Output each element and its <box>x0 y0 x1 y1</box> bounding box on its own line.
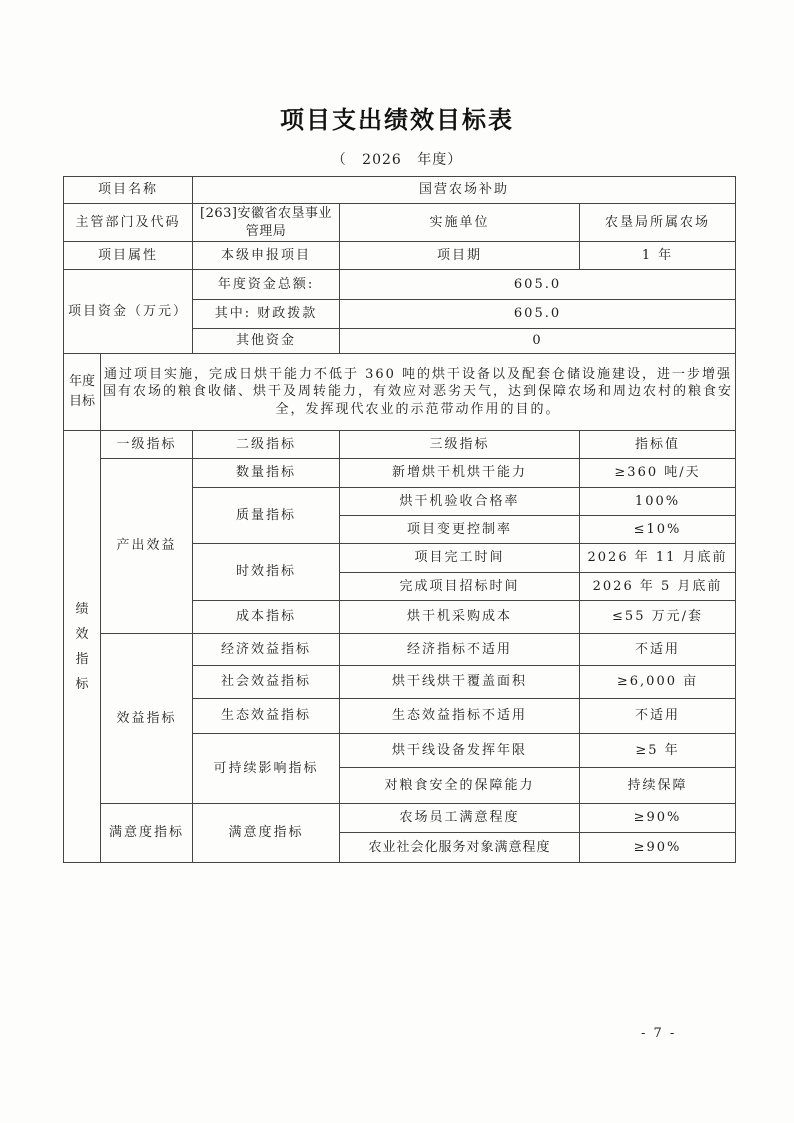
l3-cell: 农业社会化服务对象满意程度 <box>340 833 580 863</box>
impl-unit-label: 实施单位 <box>340 204 580 242</box>
project-fund-label: 项目资金（万元） <box>64 270 193 354</box>
header-level1: 一级指标 <box>101 431 193 459</box>
value-cell: ≤10% <box>580 516 736 544</box>
l3-cell: 对粮食安全的保障能力 <box>340 768 580 804</box>
fund-fiscal-label: 其中: 财政拨款 <box>193 300 340 329</box>
l2-timeliness: 时效指标 <box>193 544 340 601</box>
l2-quality: 质量指标 <box>193 488 340 544</box>
page-number: - 7 - <box>641 1026 677 1041</box>
fund-fiscal-value: 605.0 <box>340 300 736 329</box>
l2-social: 社会效益指标 <box>193 666 340 699</box>
l2-economic: 经济效益指标 <box>193 634 340 666</box>
l3-cell: 烘干线烘干覆盖面积 <box>340 666 580 699</box>
l3-cell: 烘干机验收合格率 <box>340 488 580 516</box>
project-period-label: 项目期 <box>340 242 580 270</box>
l3-cell: 新增烘干机烘干能力 <box>340 459 580 488</box>
l3-cell: 项目变更控制率 <box>340 516 580 544</box>
header-value: 指标值 <box>580 431 736 459</box>
fund-other-value: 0 <box>340 329 736 354</box>
perf-section-label-text: 绩效指标 <box>75 601 89 692</box>
value-cell: 100% <box>580 488 736 516</box>
fund-total-label: 年度资金总额: <box>193 270 340 300</box>
l1-satisfaction: 满意度指标 <box>101 804 193 863</box>
l3-cell: 农场员工满意程度 <box>340 804 580 833</box>
value-cell: 持续保障 <box>580 768 736 804</box>
value-cell: 不适用 <box>580 699 736 734</box>
fund-other-label: 其他资金 <box>193 329 340 354</box>
value-cell: 2026 年 11 月底前 <box>580 544 736 573</box>
value-cell: ≥90% <box>580 804 736 833</box>
project-period-value: 1 年 <box>580 242 736 270</box>
value-cell: ≥6,000 亩 <box>580 666 736 699</box>
l3-cell: 生态效益指标不适用 <box>340 699 580 734</box>
l2-satisfaction: 满意度指标 <box>193 804 340 863</box>
l3-cell: 完成项目招标时间 <box>340 573 580 601</box>
annual-goal-label <box>64 354 101 431</box>
l2-cost: 成本指标 <box>193 601 340 634</box>
project-attr-label: 项目属性 <box>64 242 193 270</box>
value-cell: ≤55 万元/套 <box>580 601 736 634</box>
perf-section-label <box>64 431 101 863</box>
l3-cell: 项目完工时间 <box>340 544 580 573</box>
value-cell: 2026 年 5 月底前 <box>580 573 736 601</box>
l2-sustainable: 可持续影响指标 <box>193 734 340 804</box>
project-attr-value: 本级申报项目 <box>193 242 340 270</box>
l1-benefit: 效益指标 <box>101 634 193 804</box>
header-level2: 二级指标 <box>193 431 340 459</box>
annual-goal-label-text: 年度目标 <box>68 374 95 410</box>
l3-cell: 烘干机采购成本 <box>340 601 580 634</box>
value-cell: ≥90% <box>580 833 736 863</box>
l2-quantity: 数量指标 <box>193 459 340 488</box>
value-cell: 不适用 <box>580 634 736 666</box>
l1-output-benefit: 产出效益 <box>101 459 193 634</box>
page-subtitle: （ 2026 年度） <box>331 152 463 168</box>
value-cell: ≥5 年 <box>580 734 736 768</box>
dept-code-label: 主管部门及代码 <box>64 204 193 242</box>
fund-total-value: 605.0 <box>340 270 736 300</box>
l2-ecological: 生态效益指标 <box>193 699 340 734</box>
l3-cell: 经济指标不适用 <box>340 634 580 666</box>
performance-target-table <box>63 176 736 863</box>
project-name-value: 国营农场补助 <box>193 177 736 204</box>
value-cell: ≥360 吨/天 <box>580 459 736 488</box>
dept-code-value: [263]安徽省农垦事业管理局 <box>193 204 340 242</box>
impl-unit-value: 农垦局所属农场 <box>580 204 736 242</box>
header-level3: 三级指标 <box>340 431 580 459</box>
annual-goal-text: 通过项目实施，完成日烘干能力不低于 360 吨的烘干设备以及配套仓储设施建设，进一步增强国有农场的粮食收储、烘干及周转能力，有效应对恶劣天气，达到保障农场和周边农村的粮食安全，发挥现代农业的示范带动作用的目的。 <box>101 354 736 431</box>
l3-cell: 烘干线设备发挥年限 <box>340 734 580 768</box>
page-title: 项目支出绩效目标表 <box>280 105 514 134</box>
project-name-label: 项目名称 <box>64 177 193 204</box>
